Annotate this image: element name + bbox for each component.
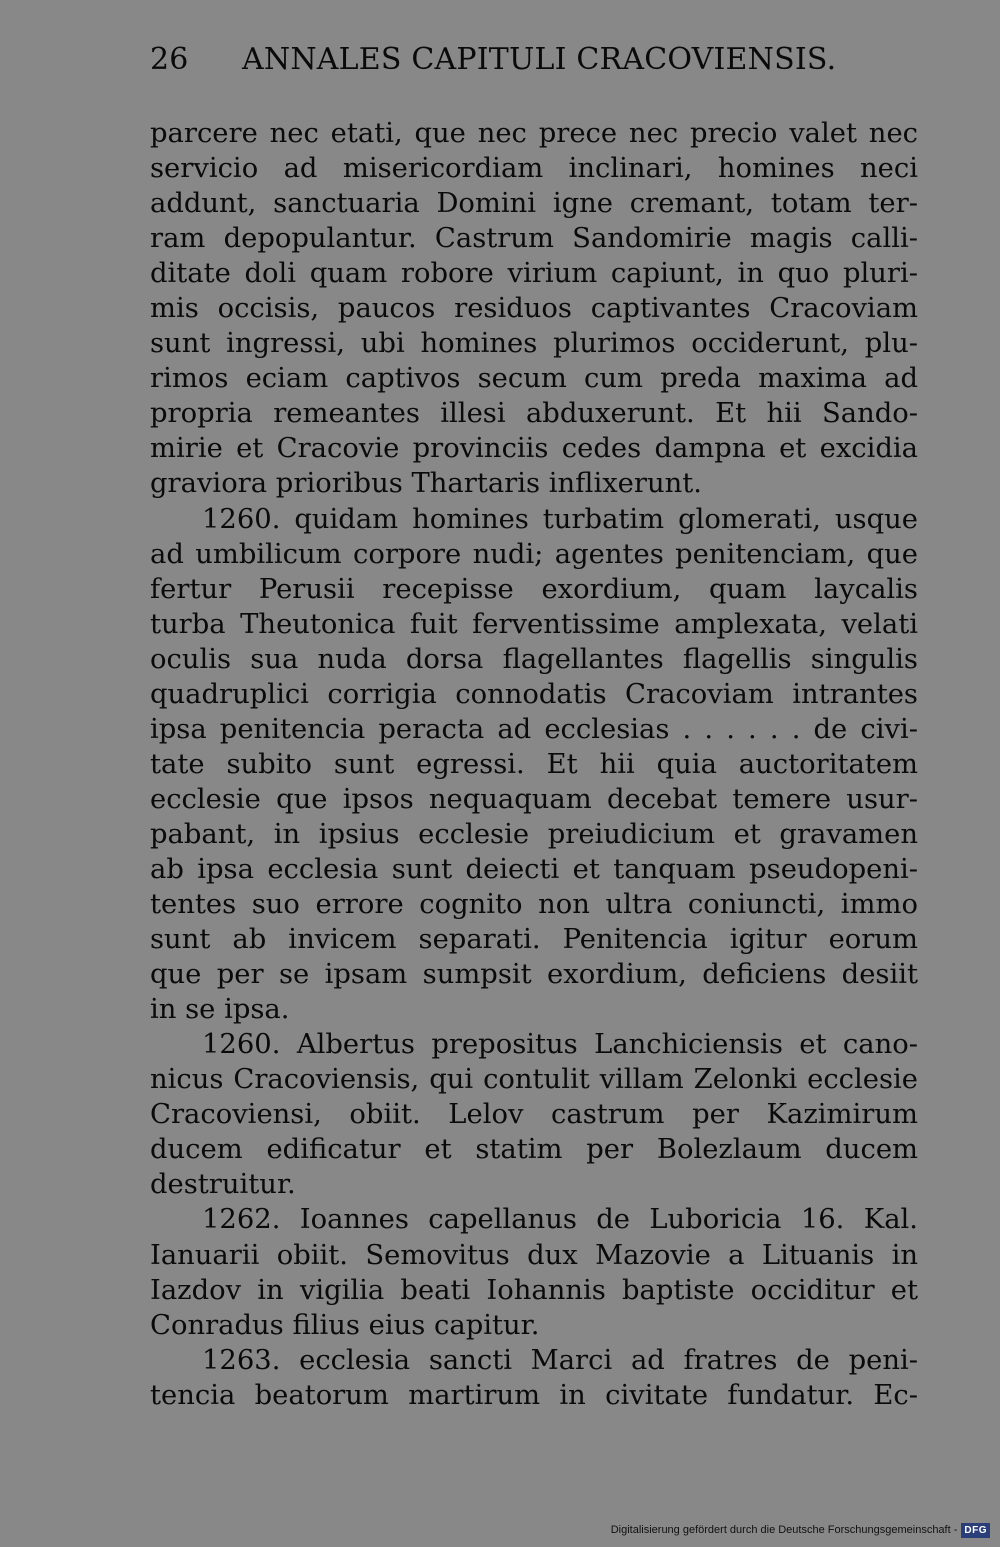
text-line: Cracoviensi, obiit. Lelov castrum per Kazimirum (150, 1099, 918, 1131)
credit-text: Digitalisierung gefördert durch die Deutsche Forschungsgemeinschaft - (610, 1524, 958, 1536)
text-line: ipsa penitencia peracta ad ecclesias . . . . . . de civi- (150, 713, 918, 745)
text-line: fertur Perusii recepisse exordium, quam laycalis (150, 573, 918, 605)
text-line: rimos eciam captivos secum cum preda maxima ad (150, 363, 918, 395)
text-line: quadruplici corrigia connodatis Cracoviam intrantes (150, 678, 918, 710)
text-line: graviora prioribus Thartaris inflixerunt. (150, 468, 702, 500)
text-line: sunt ingressi, ubi homines plurimos occiderunt, plu- (150, 328, 918, 360)
dfg-logo: DFG (961, 1523, 990, 1538)
text-line: nicus Cracoviensis, qui contulit villam Zelonki ecclesie (150, 1064, 918, 1096)
text-line: Ianuarii obiit. Semovitus dux Mazovie a Lituanis in (150, 1239, 918, 1271)
text-line: ditate doli quam robore virium capiunt, in quo pluri- (150, 258, 918, 290)
text-line: Iazdov in vigilia beati Iohannis baptiste occiditur et (150, 1274, 918, 1306)
text-line: mirie et Cracovie provinciis cedes dampna et excidia (150, 433, 918, 465)
digitization-credit (611, 1519, 990, 1541)
text-line: oculis sua nuda dorsa flagellantes flagellis singulis (150, 643, 918, 675)
text-line: ram depopulantur. Castrum Sandomirie magis calli- (150, 223, 918, 255)
text-line: Conradus filius eius capitur. (150, 1309, 540, 1341)
text-line: ecclesie que ipsos nequaquam decebat temere usur- (150, 783, 918, 815)
running-head (150, 38, 840, 82)
text-line: tate subito sunt egressi. Et hii quia auctoritatem (150, 748, 918, 780)
text-line: destruitur. (150, 1169, 296, 1201)
entry-1260-start: 1260. quidam homines turbatim glomerati, usque (202, 503, 918, 535)
entry-1263-start: 1263. ecclesia sancti Marci ad fratres de peni- (202, 1344, 918, 1376)
text-line: pabant, in ipsius ecclesie preiudicium et gravamen (150, 818, 918, 850)
text-line: servicio ad misericordiam inclinari, homines neci (150, 153, 918, 185)
page-number: 26 (150, 42, 189, 77)
text-line: in se ipsa. (150, 994, 290, 1026)
text-line: sunt ab invicem separati. Penitencia igitur eorum (150, 924, 918, 956)
text-line: parcere nec etati, que nec prece nec precio valet nec (150, 118, 918, 149)
text-line: propria remeantes illesi abduxerunt. Et hii Sando- (150, 398, 918, 430)
body-text (150, 116, 918, 1413)
text-line: mis occisis, paucos residuos captivantes Cracoviam (150, 293, 918, 325)
text-line: ducem edificatur et statim per Bolezlaum ducem (150, 1134, 918, 1166)
entry-1260-albertus-start: 1260. Albertus prepositus Lanchiciensis et cano- (202, 1029, 918, 1061)
text-line: turba Theutonica fuit ferventissime amplexata, velati (150, 608, 918, 640)
entry-1262-start: 1262. Ioannes capellanus de Luboricia 16. Kal. (202, 1204, 918, 1236)
text-line: ad umbilicum corpore nudi; agentes penitenciam, que (150, 538, 918, 570)
text-line: tentes suo errore cognito non ultra coniuncti, immo (150, 889, 918, 921)
text-line: que per se ipsam sumpsit exordium, deficiens desiit (150, 959, 918, 991)
text-line: ab ipsa ecclesia sunt deiecti et tanquam pseudopeni- (150, 853, 918, 885)
running-title: ANNALES CAPITULI CRACOVIENSIS. (242, 42, 837, 77)
text-line: tencia beatorum martirum in civitate fundatur. Ec- (150, 1379, 918, 1411)
text-line: addunt, sanctuaria Domini igne cremant, totam ter- (150, 188, 918, 220)
